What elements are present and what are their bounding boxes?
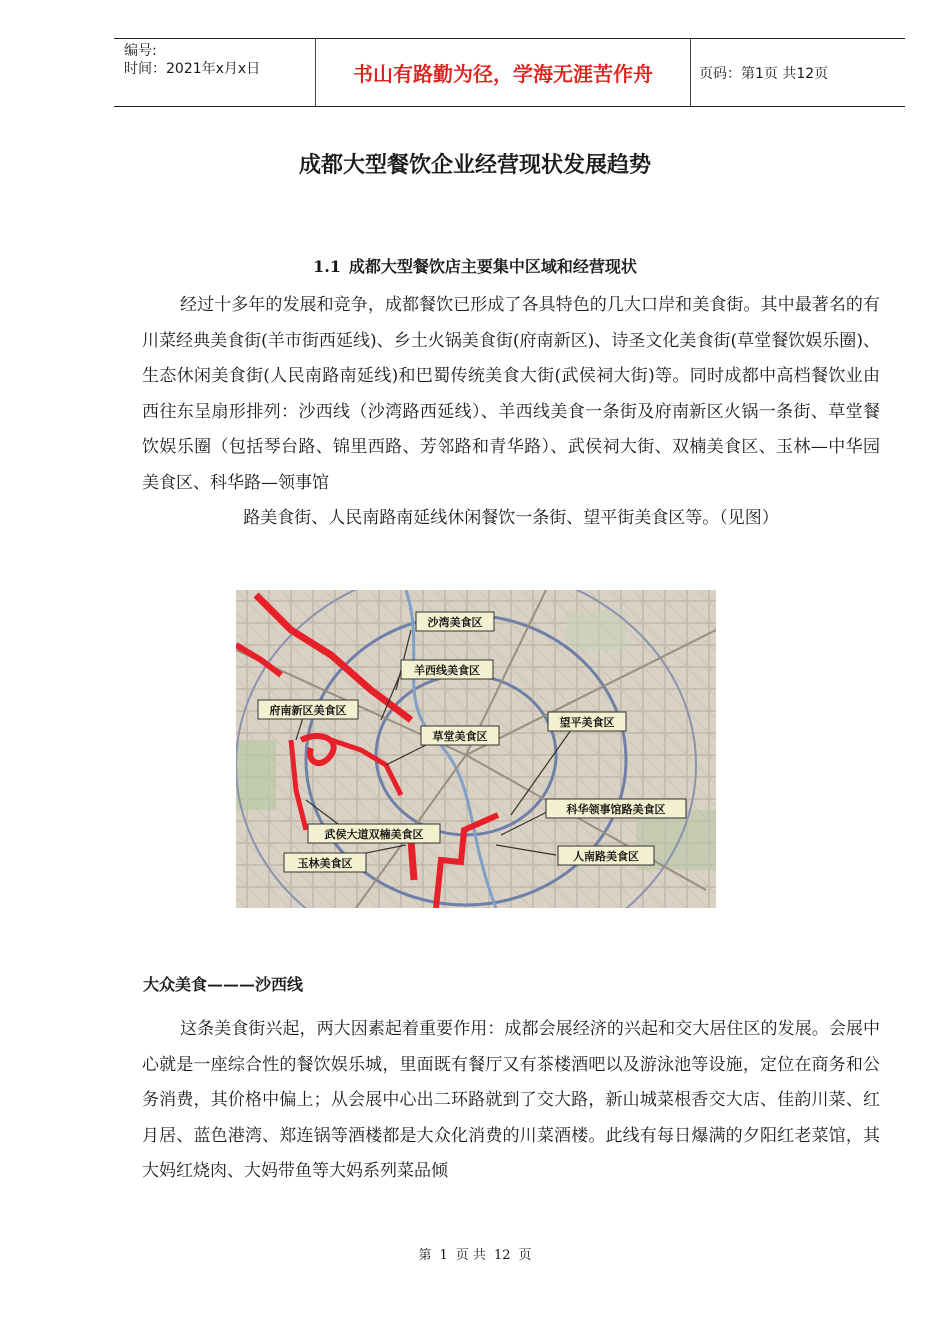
page-info: 页码：第1页 共12页: [699, 65, 829, 82]
svg-text:武侯大道双楠美食区: 武侯大道双楠美食区: [324, 828, 424, 841]
section-body: 这条美食街兴起，两大因素起着重要作用：成都会展经济的兴起和交大居住区的发展。会展中心就是一座综合性的餐饮娱乐城，里面既有餐厅又有茶楼酒吧以及游泳池等设施，定位在商务和公务消费，其价格中偏上；从会展中心出二环路就到了交大路，新山城菜根香交大店、佳韵川菜、红月居、蓝色港湾、郑连锅等酒楼都是大众化消费的川菜酒楼。此线有每日爆满的夕阳红老菜馆，其大妈红烧肉、大妈带鱼等大妈系列菜品倾: [142, 1019, 880, 1181]
map-label-caotang: [421, 726, 499, 745]
food-district-map: [236, 590, 716, 908]
svg-text:草堂美食区: 草堂美食区: [432, 730, 488, 743]
map-label-funan: [258, 700, 358, 719]
section-heading: 大众美食———沙西线: [143, 975, 304, 994]
header-box: [114, 38, 905, 107]
map-label-yangxi: [401, 660, 493, 679]
intro-last-line: 路美食街、人民南路南延线休闲餐饮一条街、望平街美食区等。（见图）: [243, 508, 779, 528]
svg-text:科华领事馆路美食区: 科华领事馆路美食区: [566, 803, 666, 816]
section-paragraph: [142, 1012, 880, 1190]
footer-page-number: 1: [439, 1248, 448, 1263]
map-label-rennan: [558, 846, 654, 865]
map-illustration: [236, 590, 716, 908]
map-label-wuhou: [308, 824, 440, 843]
subtitle-number: 1.1: [313, 257, 341, 276]
svg-text:人南路美食区: 人南路美食区: [573, 850, 639, 863]
motto: 书山有路勤为径，学海无涯苦作舟: [316, 39, 691, 106]
svg-text:府南新区美食区: 府南新区美食区: [269, 704, 347, 717]
map-label-kehua: [546, 799, 686, 818]
footer-total-pages: 12: [493, 1248, 511, 1263]
svg-text:沙湾美食区: 沙湾美食区: [427, 616, 483, 629]
document-title: 成都大型餐饮企业经营现状发展趋势: [298, 152, 651, 178]
subtitle-text: 成都大型餐饮店主要集中区域和经营现状: [348, 257, 637, 276]
number-label: 编号:: [124, 43, 157, 59]
svg-text:望平美食区: 望平美食区: [559, 716, 615, 729]
svg-text:羊西线美食区: 羊西线美食区: [414, 664, 480, 677]
map-label-shawan: [416, 612, 494, 631]
intro-paragraph: [142, 288, 880, 537]
intro-body: 经过十多年的发展和竞争，成都餐饮已形成了各具特色的几大口岸和美食街。其中最著名的有川菜经典美食街(羊市街西延线)、乡土火锅美食街(府南新区)、诗圣文化美食街(草堂餐饮娱乐圈)、生态休闲美食街(人民南路南延线)和巴蜀传统美食大街(武侯祠大街)等。同时成都中高档餐饮业由西往东呈扇形排列：沙西线（沙湾路西延线）、羊西线美食一条街及府南新区火锅一条街、草堂餐饮娱乐圈（包括琴台路、锦里西路、芳邻路和青华路）、武侯祠大街、双楠美食区、玉林—中华园美食区、科华路—领事馆: [142, 295, 880, 493]
footer-prefix: 第: [418, 1248, 432, 1263]
section-subtitle: [0, 254, 950, 277]
footer-suffix: 页: [518, 1248, 532, 1263]
footer-mid: 页 共: [455, 1248, 486, 1263]
page-footer: [0, 1244, 950, 1263]
map-label-yulin: [284, 853, 366, 872]
map-label-wangping: [548, 712, 626, 731]
header-meta: [114, 39, 316, 106]
time-label: 时间：2021年x月x日: [124, 61, 261, 77]
svg-text:玉林美食区: 玉林美食区: [297, 857, 353, 870]
